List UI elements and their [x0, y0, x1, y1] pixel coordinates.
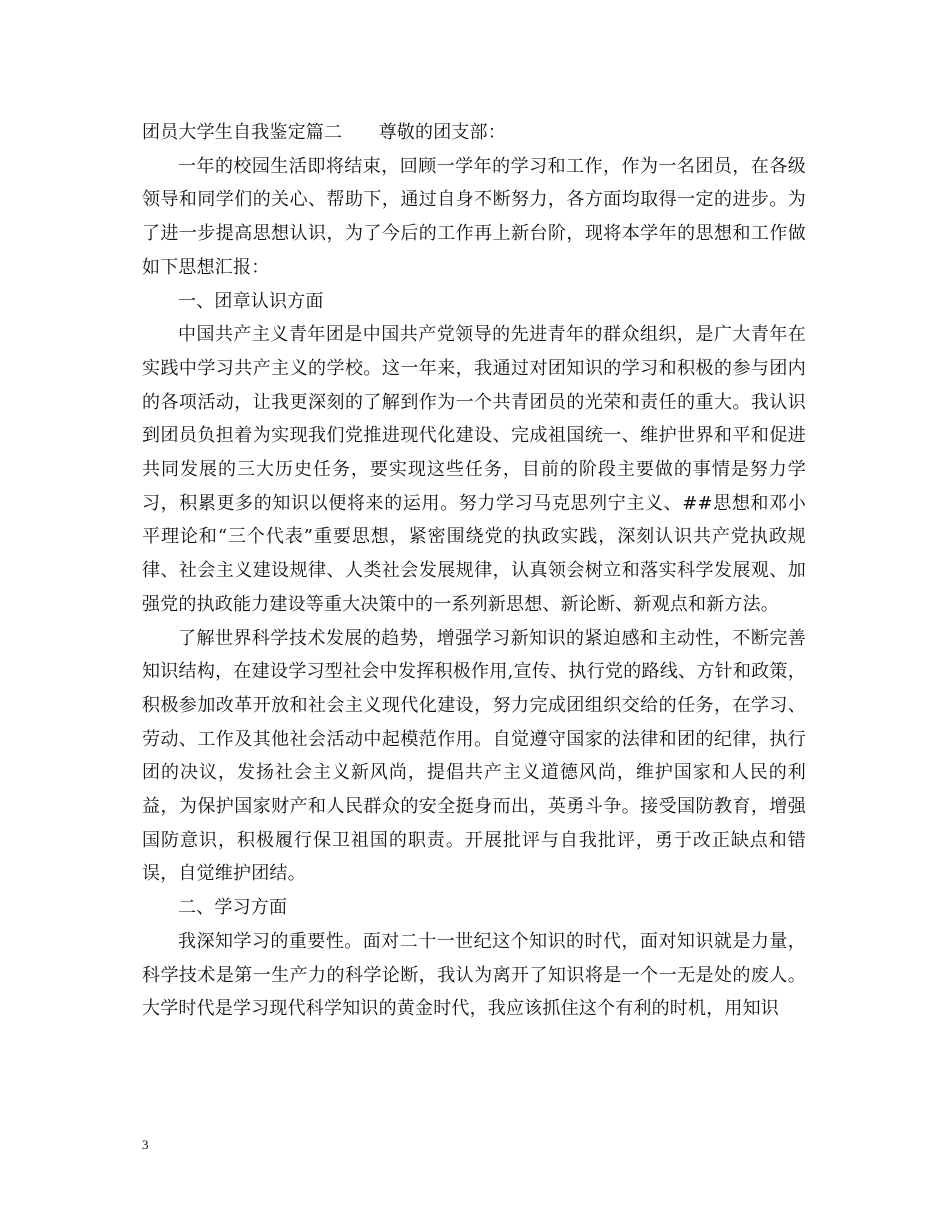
section-heading-tuanzhang: 一、团章认识方面: [178, 290, 324, 312]
page-number: 3: [142, 1137, 149, 1152]
document-body: [142, 116, 806, 1026]
paragraph-tuanzhang-2: 了解世界科学技术发展的趋势，增强学习新知识的紧迫感和主动性，不断完善知识结构，在建设学习型社会中发挥积极作用,宣传、执行党的路线、方针和政策，积极参加改革开放和社会主义现代化建设，努力完成团组织交给的任务，在学习、劳动、工作及其他社会活动中起模范作用。自觉遵守国家的法律和团的纪律，执行团的决议，发扬社会主义新风尚，提倡共产主义道德风尚，维护国家和人民的利益，为保护国家财产和人民群众的安全挺身而出，英勇斗争。接受国防教育，增强国防意识，积极履行保卫祖国的职责。开展批评与自我批评，勇于改正缺点和错误，自觉维护团结。: [142, 627, 806, 885]
paragraph-tuanzhang-1: 中国共产主义青年团是中国共产党领导的先进青年的群众组织，是广大青年在实践中学习共产主义的学校。这一年来，我通过对团知识的学习和积极的参与团内的各项活动，让我更深刻的了解到作为一个共青团员的光荣和责任的重大。我认识到团员负担着为实现我们党推进现代化建设、完成祖国统一、维护世界和平和促进共同发展的三大历史任务，要实现这些任务，目前的阶段主要做的事情是努力学习，积累更多的知识以便将来的运用。努力学习马克思列宁主义、##思想和邓小平理论和“三个代表”重要思想，紧密围绕党的执政实践，深刻认识共产党执政规律、社会主义建设规律、人类社会发展规律，认真领会树立和落实科学发展观、加强党的执政能力建设等重大决策中的一系列新思想、新论断、新观点和新方法。: [142, 324, 806, 615]
paragraph-xuexi-1: 我深知学习的重要性。面对二十一世纪这个知识的时代，面对知识就是力量，科学技术是第一生产力的科学论断，我认为离开了知识将是一个一无是处的废人。大学时代是学习现代科学知识的黄金时代，我应该抓住这个有利的时机，用知识: [142, 930, 806, 1020]
document-title-line: 团员大学生自我鉴定篇二 尊敬的团支部：: [142, 122, 506, 143]
paragraph-intro: 一年的校园生活即将结束，回顾一学年的学习和工作，作为一名团员，在各级领导和同学们的关心、帮助下，通过自身不断努力，各方面均取得一定的进步。为了进一步提高思想认识，为了今后的工作再上新台阶，现将本学年的思想和工作做如下思想汇报：: [142, 155, 806, 278]
section-heading-xuexi: 二、学习方面: [178, 897, 288, 919]
